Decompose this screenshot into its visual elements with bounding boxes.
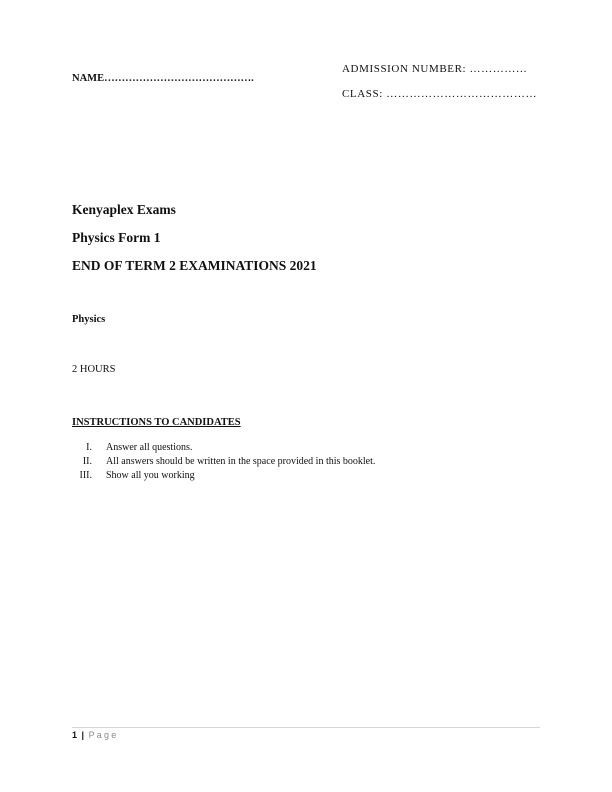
course-title: Physics Form 1: [72, 230, 161, 245]
instruction-number: II.: [82, 456, 92, 467]
name-field: NAME…………………………………….: [72, 73, 254, 84]
instruction-text: All answers should be written in the space provided in this booklet.: [106, 456, 376, 467]
page-separator: |: [81, 730, 85, 740]
instruction-text: Show all you working: [106, 470, 195, 481]
instruction-number: I.: [86, 442, 92, 453]
instruction-item: [60, 455, 375, 469]
subject-label: Physics: [72, 314, 106, 325]
class-field: CLASS: …………………………………: [342, 88, 538, 100]
instruction-text: Answer all questions.: [106, 442, 193, 453]
duration-label: 2 HOURS: [72, 364, 116, 375]
instruction-item: [60, 441, 375, 455]
exam-provider-title: Kenyaplex Exams: [72, 202, 176, 217]
instruction-item: [60, 469, 375, 483]
instruction-number: III.: [79, 470, 92, 481]
page-footer: [72, 730, 118, 740]
exam-title: END OF TERM 2 EXAMINATIONS 2021: [72, 258, 317, 273]
page-number: 1: [72, 730, 78, 740]
instructions-list: [60, 441, 375, 483]
page-label: Page: [88, 730, 119, 740]
admission-number-field: ADMISSION NUMBER: ……………: [342, 63, 528, 75]
footer-divider: [72, 727, 540, 728]
instructions-heading: INSTRUCTIONS TO CANDIDATES: [72, 417, 241, 428]
